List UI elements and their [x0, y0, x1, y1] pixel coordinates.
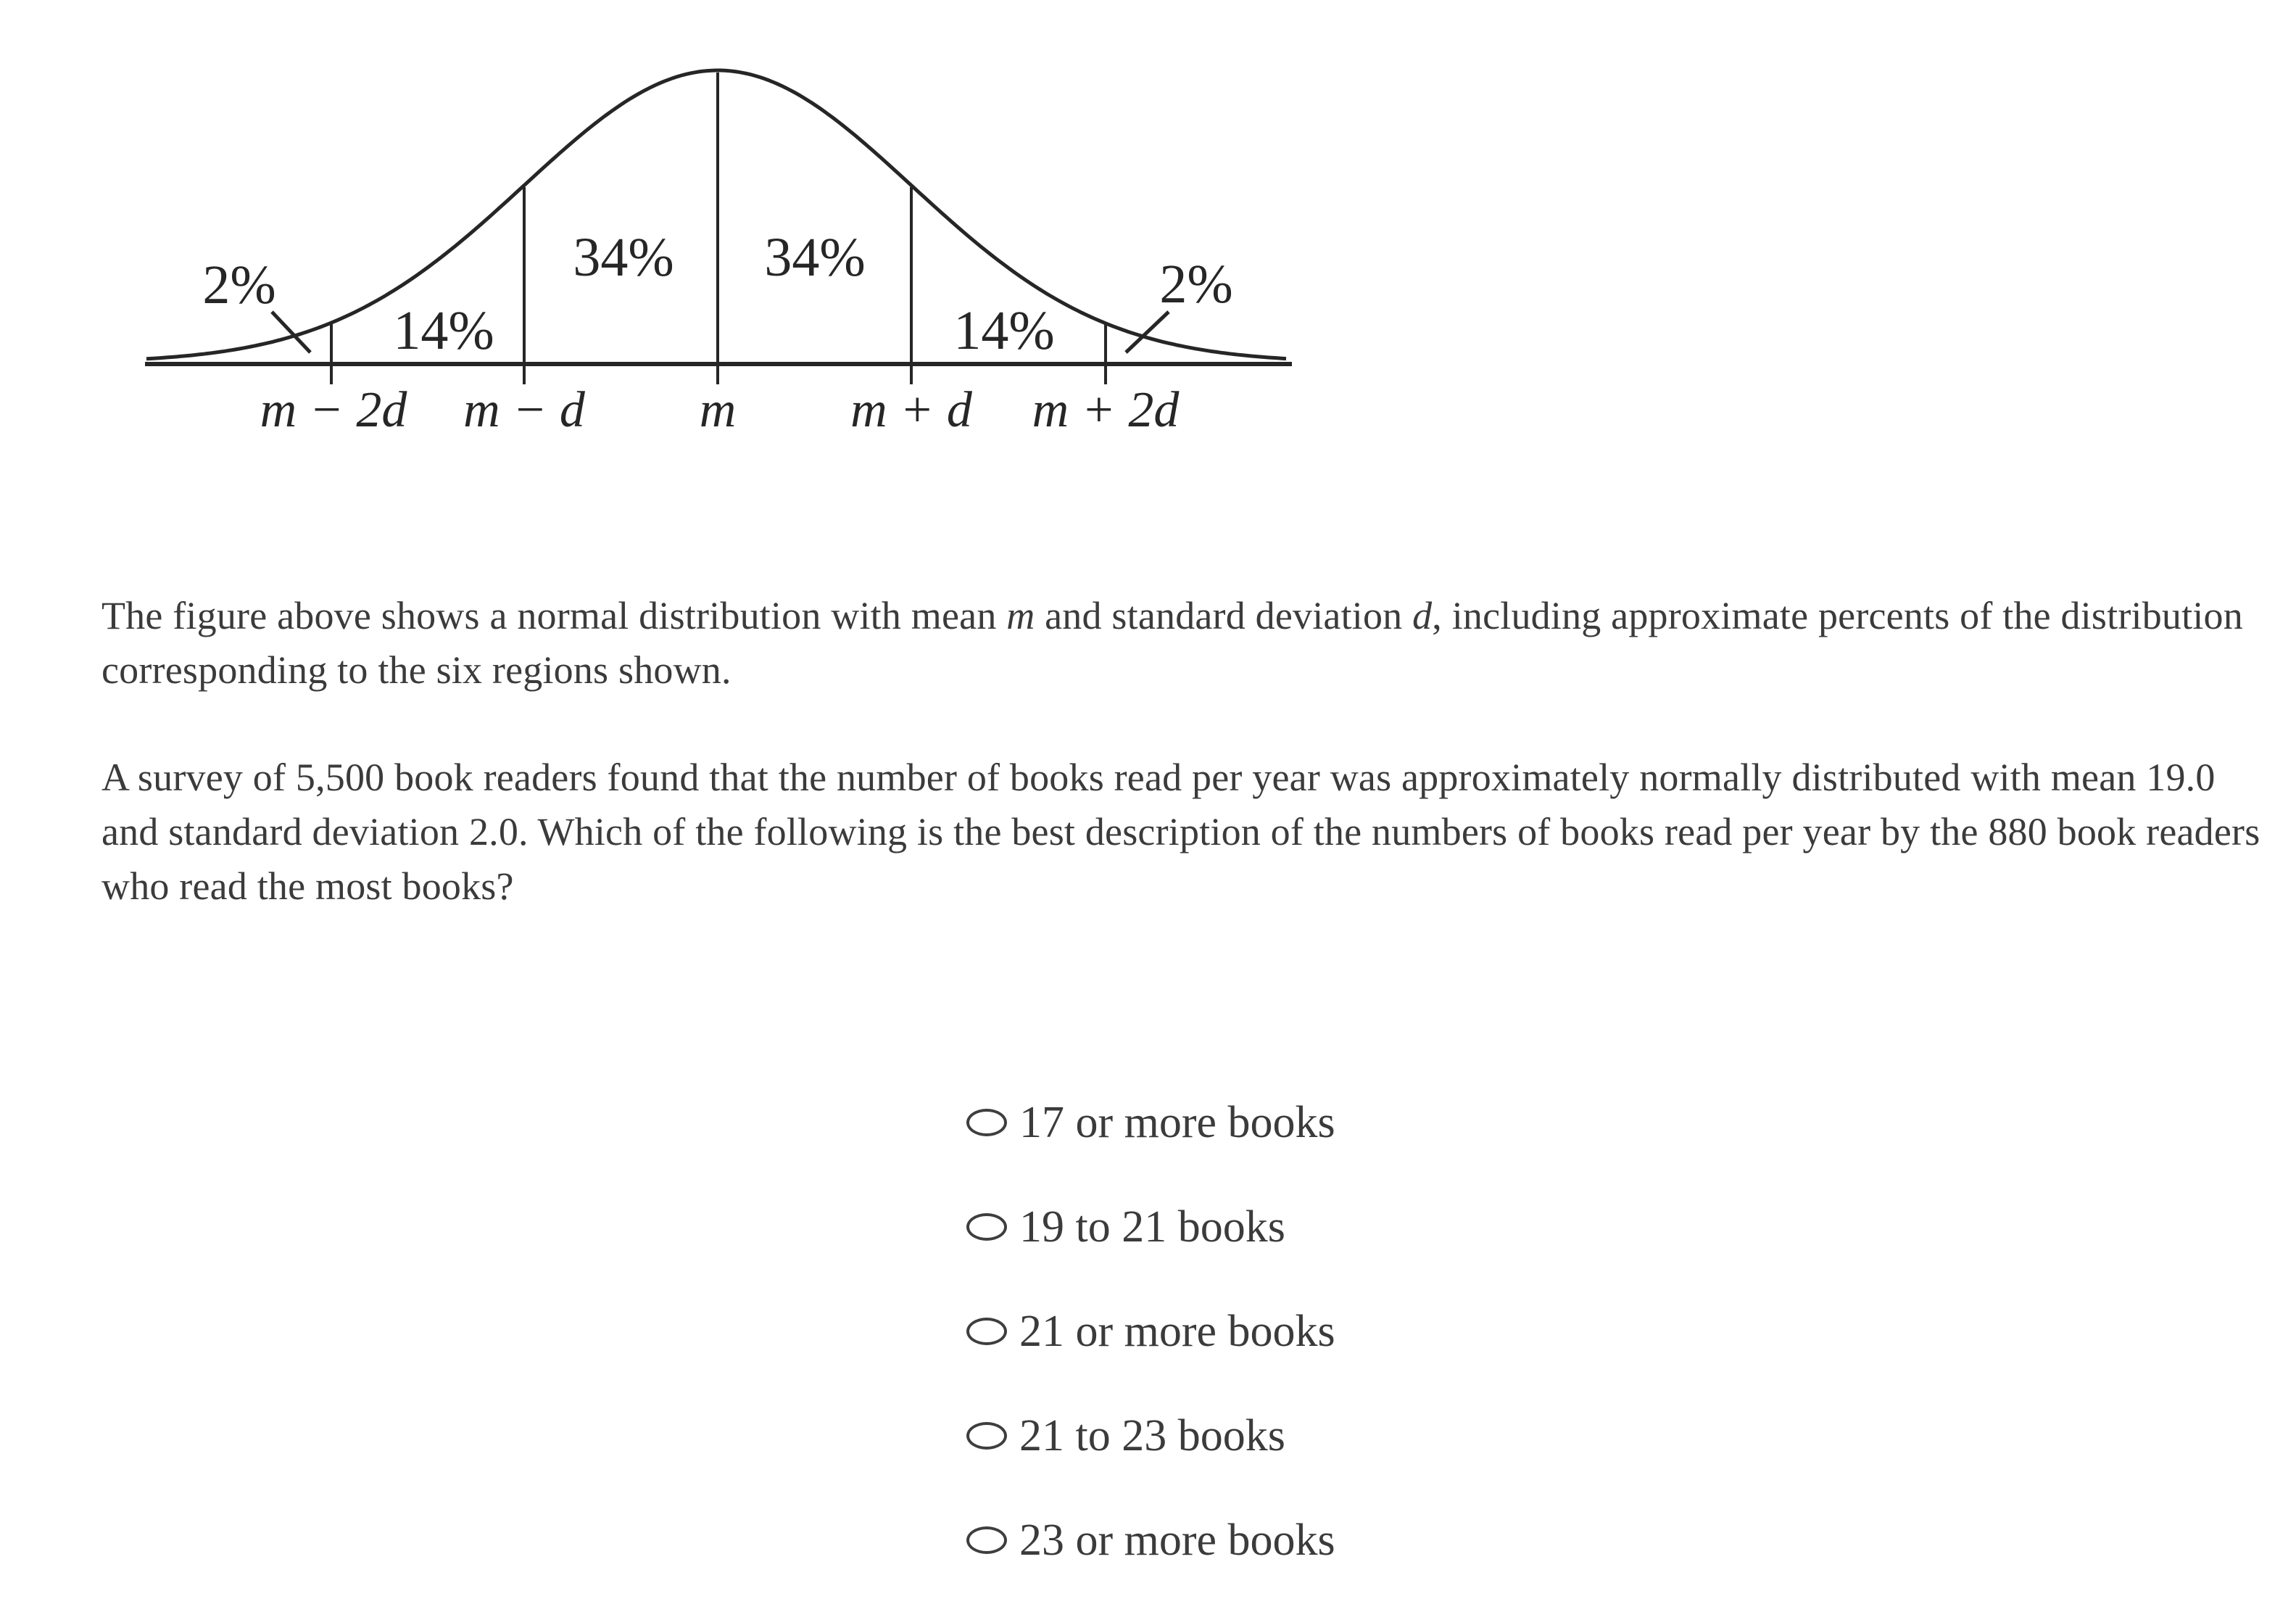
- radio-button-unselected[interactable]: [966, 1213, 1007, 1241]
- math-variable: d: [1412, 594, 1433, 637]
- radio-button-unselected[interactable]: [966, 1422, 1007, 1450]
- normal-distribution-figure: [0, 0, 1377, 479]
- text-run: A survey of 5,500 book readers found that the number of books read per year was approximately normally distributed with mean 19.0 and standard deviation 2.0. Which of the following is the best description of the numbers of books read per year by the 880 book readers who read the most books?: [101, 756, 2260, 908]
- figure-description-paragraph: [101, 589, 2273, 698]
- answer-option-3[interactable]: [966, 1306, 1335, 1357]
- text-run: The figure above shows a normal distribution with mean: [101, 594, 1007, 637]
- axis-tick-label: m: [699, 382, 737, 438]
- answer-option-1[interactable]: [966, 1097, 1335, 1148]
- answer-option-label: 19 to 21 books: [1019, 1202, 1285, 1252]
- region-percent-label: 14%: [953, 300, 1055, 361]
- answer-option-label: 17 or more books: [1019, 1097, 1335, 1147]
- axis-tick-label: m − 2d: [260, 382, 407, 438]
- answer-option-4[interactable]: [966, 1410, 1285, 1461]
- answer-option-2[interactable]: [966, 1202, 1285, 1252]
- region-percent-label: 14%: [393, 300, 494, 361]
- math-variable: m: [1006, 594, 1035, 637]
- region-percent-label: 34%: [573, 227, 674, 288]
- region-percent-label: 2%: [1159, 254, 1233, 315]
- axis-tick-label: m + d: [850, 382, 972, 438]
- radio-button-unselected[interactable]: [966, 1526, 1007, 1554]
- radio-button-unselected[interactable]: [966, 1109, 1007, 1136]
- text-run: , including approximate percents of the distribution corresponding to the six regions shown.: [101, 594, 2243, 692]
- answer-option-5[interactable]: [966, 1515, 1335, 1566]
- answer-option-label: 21 or more books: [1019, 1306, 1335, 1356]
- radio-button-unselected[interactable]: [966, 1318, 1007, 1345]
- axis-tick-label: m + 2d: [1032, 382, 1180, 438]
- question-paragraph: [101, 751, 2273, 914]
- answer-option-label: 23 or more books: [1019, 1515, 1335, 1565]
- region-percent-label: 34%: [764, 227, 866, 288]
- answer-option-label: 21 to 23 books: [1019, 1410, 1285, 1460]
- region-percent-label: 2%: [202, 255, 276, 315]
- axis-tick-label: m − d: [463, 382, 585, 438]
- text-run: and standard deviation: [1035, 594, 1413, 637]
